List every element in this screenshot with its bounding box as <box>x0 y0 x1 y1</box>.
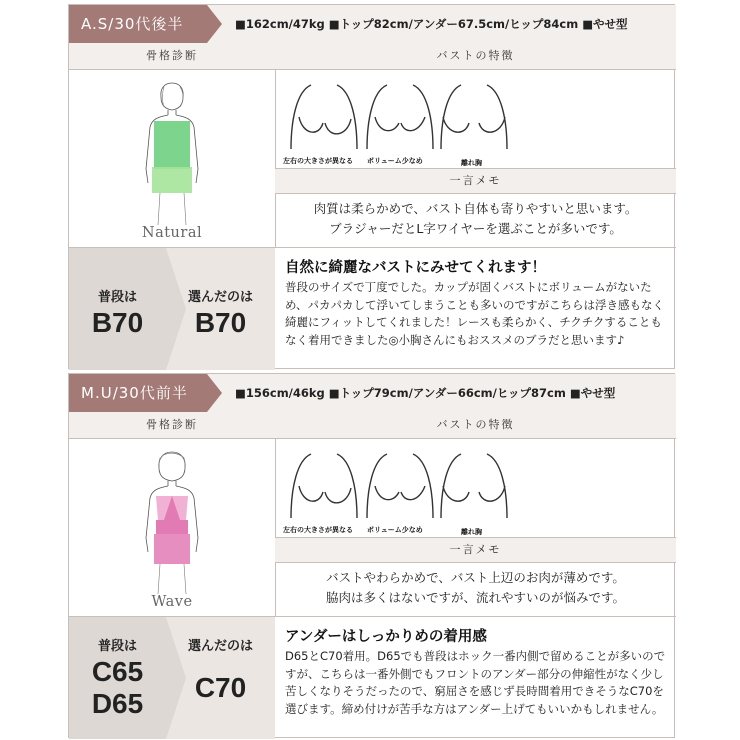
skeleton-heading: 骨格診断 <box>69 412 275 439</box>
memo-line: 脇肉は多くはないですが、流れやすいのが悩みです。 <box>325 590 625 605</box>
memo-heading: 一言メモ <box>275 168 676 194</box>
bust-label-asymmetry: 左右の大きさが異なる <box>283 157 353 165</box>
bust-heading: バストの特徴 <box>275 412 676 439</box>
skeleton-column <box>69 412 276 616</box>
profile-card-1 <box>68 4 675 369</box>
chosen-size-label: 選んだのは <box>187 639 253 654</box>
memo-line: ブラジャーだとL字ワイヤーを選ぶことが多いです。 <box>329 221 622 236</box>
skeleton-heading: 骨格診断 <box>69 43 275 70</box>
chosen-size-value: B70 <box>194 307 247 338</box>
usual-size-label: 普段は <box>97 639 137 654</box>
profile-name: M.U/30代前半 <box>81 384 188 402</box>
usual-size-panel <box>69 617 166 739</box>
memo-text <box>275 568 676 608</box>
profile-name: A.S/30代後半 <box>81 15 184 33</box>
profile-card-2 <box>68 373 675 738</box>
bust-label-low-volume: ボリューム少なめ <box>367 526 423 534</box>
review-body: D65とC70着用。D65でも普段はホック一番内側で留めることが多いのですが、こちらは一番外側でもフロントのアンダー部分の伸縮性がなく少し苦しくなりそうだったので、窮屈さを感じず長時間着用できそうなC70を選びます。締め付けが苦手な方はアンダー上げてもいいかもしれません。 <box>285 649 666 716</box>
usual-size-panel <box>69 248 166 370</box>
review-panel <box>275 617 676 739</box>
usual-size-label: 普段は <box>97 290 137 305</box>
bust-label-wide-set: 離れ胸 <box>461 528 482 536</box>
review-panel <box>275 248 676 370</box>
bust-column <box>275 412 676 616</box>
review-title: 自然に綺麗なバストにみせてくれます！ <box>285 260 546 276</box>
memo-line: 肉質は柔らかめで、バスト自体も寄りやすいと思います。 <box>313 201 638 216</box>
review-body: 普段のサイズで丁度でした。カップが固くバストにボリュームがないため、パカパカして浮いてしまうことも多いのですがこちらは浮き感もなく綺麗にフィットしてくれました！レースも柔らかく、チクチクすることもなく着用できました◎小胸さんにもおススメのブラだと思います♪ <box>285 280 665 347</box>
memo-line: バストやわらかめで、バスト上辺のお肉が薄めです。 <box>326 570 625 585</box>
skeleton-type: Natural <box>141 225 203 241</box>
profile-spec: ■156cm/46kg ■トップ79cm/アンダー66cm/ヒップ87cm ■やせ型 <box>235 386 616 400</box>
body-figure-illustration <box>134 79 210 229</box>
bust-label-wide-set: 離れ胸 <box>461 159 482 167</box>
skeleton-type: Wave <box>151 594 193 610</box>
usual-size-value: B70 <box>91 307 144 338</box>
bust-label-low-volume: ボリューム少なめ <box>367 157 423 165</box>
review-title: アンダーはしっかりめの着用感 <box>285 629 487 645</box>
profile-header <box>69 5 676 44</box>
chosen-size-label: 選んだのは <box>187 290 253 305</box>
size-review-row <box>69 616 676 739</box>
profile-header <box>69 374 676 413</box>
memo-text <box>275 199 676 239</box>
skeleton-column <box>69 43 276 247</box>
usual-size-value: C65 <box>91 656 144 687</box>
bust-column <box>275 43 676 247</box>
bust-illustrations <box>289 448 514 520</box>
bust-illustrations <box>289 79 514 151</box>
body-figure-illustration <box>134 448 210 598</box>
profile-spec: ■162cm/47kg ■トップ82cm/アンダー67.5cm/ヒップ84cm ■やせ型 <box>235 17 628 31</box>
memo-heading: 一言メモ <box>275 537 676 563</box>
size-review-row <box>69 247 676 370</box>
bust-label-asymmetry: 左右の大きさが異なる <box>283 526 353 534</box>
usual-size-value: D65 <box>91 688 144 719</box>
bust-heading: バストの特徴 <box>275 43 676 70</box>
chosen-size-value: C70 <box>194 672 247 703</box>
